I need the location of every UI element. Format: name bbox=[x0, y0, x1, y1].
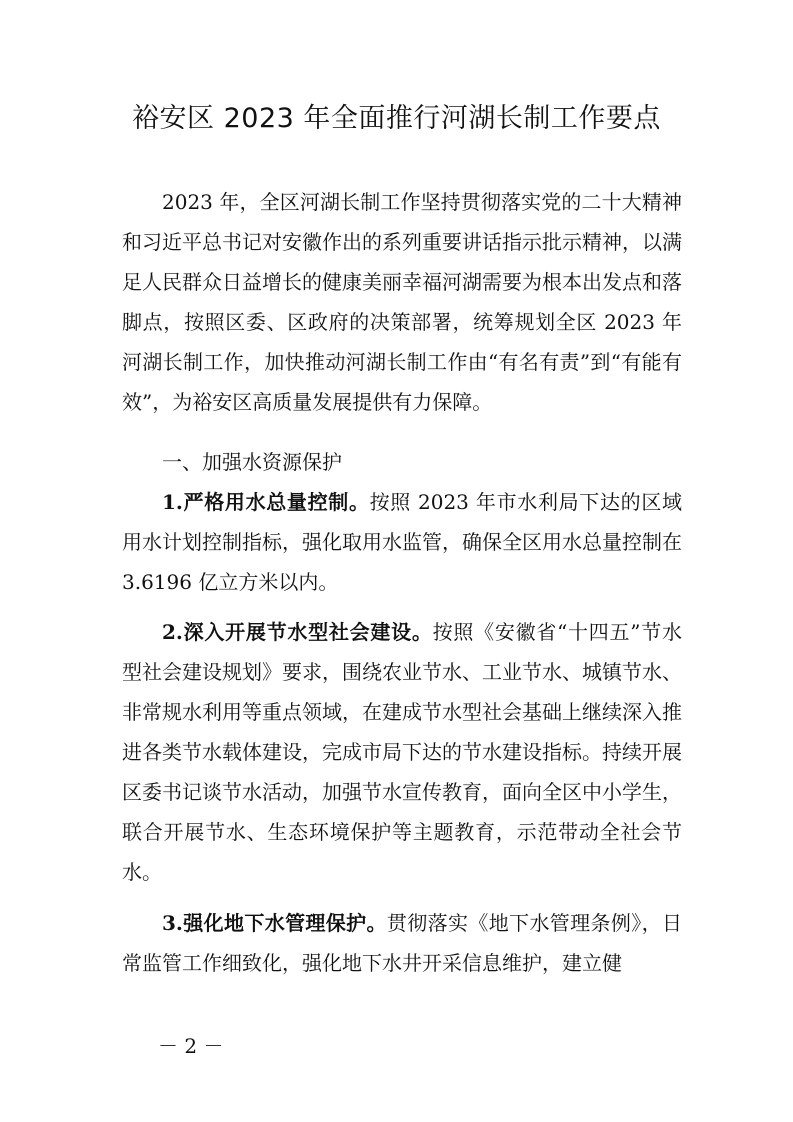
item-lead-1: 1.严格用水总量控制。 bbox=[162, 490, 370, 514]
section-heading: 一、加强水资源保护 bbox=[162, 450, 342, 474]
item-text-1: 按照 2023 年市水利局下达的区域用水计划控制指标，强化取用水监管，确保全区用水总量控制在 3.6196 亿立方米以内。 bbox=[122, 490, 682, 594]
item-text-3: 贯彻落实《地下水管理条例》，日常监管工作细致化，强化地下水井开采信息维护，建立健 bbox=[122, 911, 682, 975]
intro-paragraph: 2023 年，全区河湖长制工作坚持贯彻落实党的二十大精神和习近平总书记对安徽作出的系列重要讲话指示批示精神，以满足人民群众日益增长的健康美丽幸福河湖需要为根本出发点和落脚点，按照区委、区政府的决策部署，统筹规划全区 2023 年河湖长制工作，加快推动河湖长制工作由“有名有责”到“有能有效”，为裕安区高质量发展提供有力保障。 bbox=[122, 190, 682, 414]
document-title: 裕安区 2023 年全面推行河湖长制工作要点 bbox=[132, 103, 661, 134]
item-text-2: 按照《安徽省“十四五”节水型社会建设规划》要求，围绕农业节水、工业节水、城镇节水、非常规水利用等重点领域，在建成节水型社会基础上继续深入推进各类节水载体建设，完成市局下达的节水建设指标。持续开展区委书记谈节水活动，加强节水宣传教育，面向全区中小学生，联合开展节水、生态环境保护等主题教育，示范带动全社会节水。 bbox=[122, 620, 682, 884]
item-lead-2: 2.深入开展节水型社会建设。 bbox=[162, 620, 433, 644]
item-lead-3: 3.强化地下水管理保护。 bbox=[162, 911, 387, 935]
item-paragraph-3 bbox=[122, 903, 682, 983]
page-number: － 2 － bbox=[158, 1034, 224, 1058]
item-paragraph-2 bbox=[122, 612, 682, 892]
item-paragraph-1 bbox=[122, 482, 682, 602]
